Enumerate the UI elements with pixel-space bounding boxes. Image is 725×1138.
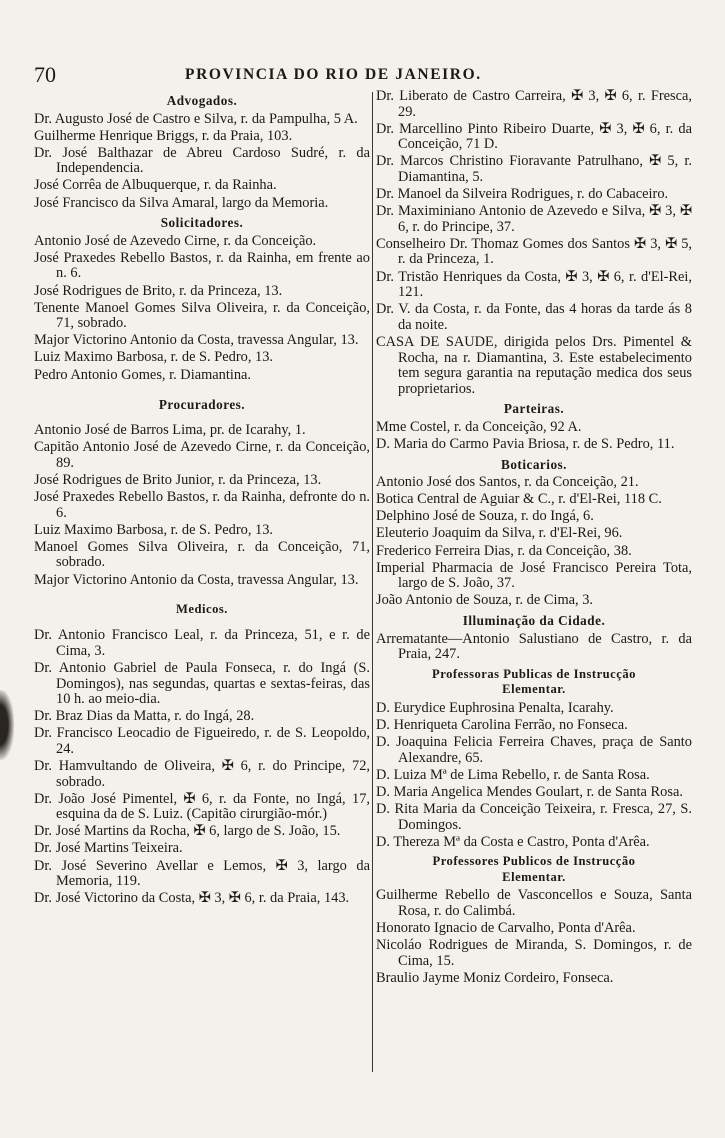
list-item: Dr. José Balthazar de Abreu Cardoso Sudré, r. da Independencia. (34, 144, 370, 177)
running-title: PROVINCIA DO RIO DE JANEIRO. (185, 66, 482, 83)
list-item: José Rodrigues de Brito, r. da Princeza, 13. (34, 282, 283, 299)
list-item: Pedro Antonio Gomes, r. Diamantina. (34, 366, 252, 383)
section-heading-boticarios: Boticarios. (501, 456, 567, 472)
list-item: Major Victorino Antonio da Costa, travessa Angular, 13. (34, 332, 359, 349)
heading-line: Professoras Publicas de Instrucção (432, 666, 636, 681)
list-item: Guilherme Rebello de Vasconcellos e Souza, Santa Rosa, r. do Calimbá. (376, 887, 692, 919)
list-item: Dr. José Severino Avellar e Lemos, ✠ 3, largo da Memoria, 119. (34, 857, 370, 890)
column-divider (372, 92, 373, 1072)
list-item: José Rodrigues de Brito Junior, r. da Princeza, 13. (34, 471, 322, 488)
section-heading-iluminacao: Illuminação da Cidade. (462, 612, 606, 628)
list-item: Dr. Liberato de Castro Carreira, ✠ 3, ✠ 6, r. Fresca, 29. (376, 88, 692, 120)
list-item: Dr. Marcellino Pinto Ribeiro Duarte, ✠ 3, ✠ 6, r. da Conceição, 71 D. (376, 120, 692, 153)
section-heading-parteiras: Parteiras. (503, 401, 565, 417)
list-item: Dr. João José Pimentel, ✠ 6, r. da Fonte, no Ingá, 17, esquina da de S. Luiz. (Capitão cirurgião-mór.) (34, 790, 370, 823)
heading-line: Professores Publicos de Instrucção (432, 854, 636, 869)
section-heading-procuradores: Procuradores. (158, 396, 246, 412)
list-item: CASA DE SAUDE, dirigida pelos Drs. Pimentel & Rocha, na r. Diamantina, 3. Este estabelecimento tem segura garantia na reputação medica dos seus proprietarios. (376, 333, 692, 397)
list-item: Imperial Pharmacia de José Francisco Pereira Tota, largo de S. João, 37. (376, 559, 692, 592)
list-item: D. Maria do Carmo Pavia Briosa, r. de S. Pedro, 11. (376, 435, 675, 452)
heading-line: Elementar. (502, 682, 566, 697)
list-boticarios (376, 475, 692, 609)
list-professores (376, 888, 692, 986)
list-item: Dr. Braz Dias da Matta, r. do Ingá, 28. (34, 708, 255, 725)
list-item: Eleuterio Joaquim da Silva, r. d'El-Rei, 96. (376, 525, 623, 542)
list-item: Dr. José Martins Teixeira. (34, 840, 183, 857)
list-iluminacao (376, 632, 692, 663)
right-column (376, 89, 692, 988)
list-procuradores (34, 423, 370, 588)
section-heading-solicitadores: Solicitadores. (160, 215, 244, 231)
page-edge-stain (0, 690, 14, 760)
list-item: D. Luiza Mª de Lima Rebello, r. de Santa Rosa. (376, 766, 650, 783)
list-item: D. Rita Maria da Conceição Teixeira, r. Fresca, 27, S. Domingos. (376, 800, 692, 833)
section-heading-professoras (376, 667, 692, 698)
list-item: José Corrêa de Albuquerque, r. da Rainha. (34, 177, 277, 194)
list-item: Antonio José dos Santos, r. da Conceição, 21. (376, 474, 639, 491)
list-professoras (376, 701, 692, 850)
list-item: Dr. Francisco Leocadio de Figueiredo, r. de S. Leopoldo, 24. (34, 725, 370, 757)
list-item: D. Joaquina Felicia Ferreira Chaves, praça de Santo Alexandre, 65. (376, 734, 692, 766)
heading-line: Elementar. (502, 869, 566, 884)
list-item: Capitão Antonio José de Azevedo Cirne, r. da Conceição, 89. (34, 439, 370, 471)
list-item: Tenente Manoel Gomes Silva Oliveira, r. da Conceição, 71, sobrado. (34, 299, 370, 332)
list-item: Frederico Ferreira Dias, r. da Conceição, 38. (376, 542, 632, 559)
list-item: Antonio José de Azevedo Cirne, r. da Conceição. (34, 232, 317, 249)
list-item: Guilherme Henrique Briggs, r. da Praia, 103. (34, 127, 293, 144)
list-item: D. Thereza Mª da Costa e Castro, Ponta d'Arêa. (376, 833, 650, 850)
list-item: D. Maria Angelica Mendes Goulart, r. de Santa Rosa. (376, 783, 683, 800)
list-advogados (34, 112, 370, 212)
list-item: João Antonio de Souza, r. de Cima, 3. (376, 592, 594, 609)
list-medicos (34, 628, 370, 907)
list-item: Dr. Tristão Henriques da Costa, ✠ 3, ✠ 6, r. d'El-Rei, 121. (376, 268, 692, 301)
page-number: 70 (34, 62, 56, 87)
list-item: Major Victorino Antonio da Costa, travessa Angular, 13. (34, 571, 359, 588)
section-heading-advogados: Advogados. (166, 93, 238, 108)
list-item: Botica Central de Aguiar & C., r. d'El-Rei, 118 C. (376, 491, 662, 508)
list-item: José Francisco da Silva Amaral, largo da Memoria. (34, 194, 329, 211)
list-item: Mme Costel, r. da Conceição, 92 A. (376, 418, 582, 435)
left-column (34, 89, 370, 908)
section-heading-medicos: Medicos. (176, 601, 228, 616)
list-item: José Praxedes Rebello Bastos, r. da Rainha, defronte do n. 6. (34, 489, 370, 521)
list-item: Dr. José Victorino da Costa, ✠ 3, ✠ 6, r. da Praia, 143. (34, 890, 350, 907)
list-item: Dr. Manoel da Silveira Rodrigues, r. do Cabaceiro. (376, 186, 669, 203)
list-item: Luiz Maximo Barbosa, r. de S. Pedro, 13. (34, 349, 274, 366)
list-item: Dr. Augusto José de Castro e Silva, r. da Pampulha, 5 A. (34, 110, 358, 127)
list-item: Manoel Gomes Silva Oliveira, r. da Conceição, 71, sobrado. (34, 538, 370, 571)
list-item: D. Henriqueta Carolina Ferrão, no Fonseca. (376, 716, 628, 733)
list-item: Arrematante—Antonio Salustiano de Castro, r. da Praia, 247. (376, 630, 692, 663)
list-medicos-continued (376, 89, 692, 397)
list-item: Luiz Maximo Barbosa, r. de S. Pedro, 13. (34, 521, 274, 538)
list-item: Dr. Antonio Francisco Leal, r. da Princeza, 51, e r. de Cima, 3. (34, 627, 370, 659)
list-item: Antonio José de Barros Lima, pr. de Icarahy, 1. (34, 422, 306, 439)
list-item: Dr. José Martins da Rocha, ✠ 6, largo de S. João, 15. (34, 823, 341, 840)
list-item: Dr. Antonio Gabriel de Paula Fonseca, r. do Ingá (S. Domingos), nas segundas, quartas e sextas-feiras, das 10 h. ao meio-dia. (34, 659, 370, 708)
list-item: Nicoláo Rodrigues de Miranda, S. Domingos, r. de Cima, 15. (376, 937, 692, 969)
list-item: José Praxedes Rebello Bastos, r. da Rainha, em frente ao n. 6. (34, 249, 370, 282)
list-item: D. Eurydice Euphrosina Penalta, Icarahy. (376, 699, 614, 716)
list-solicitadores (34, 234, 370, 383)
list-item: Braulio Jayme Moniz Cordeiro, Fonseca. (376, 969, 614, 986)
list-parteiras (376, 420, 692, 453)
list-item: Dr. Maximiniano Antonio de Azevedo e Silva, ✠ 3, ✠ 6, r. do Principe, 37. (376, 203, 692, 235)
list-item: Delphino José de Souza, r. do Ingá, 6. (376, 508, 594, 525)
list-item: Dr. Marcos Christino Fioravante Patrulhano, ✠ 5, r. Diamantina, 5. (376, 153, 692, 185)
list-item: Dr. Hamvultando de Oliveira, ✠ 6, r. do Principe, 72, sobrado. (34, 757, 370, 790)
list-item: Dr. V. da Costa, r. da Fonte, das 4 horas da tarde ás 8 da noite. (376, 301, 692, 333)
list-item: Honorato Ignacio de Carvalho, Ponta d'Arêa. (376, 920, 636, 937)
list-item: Conselheiro Dr. Thomaz Gomes dos Santos ✠ 3, ✠ 5, r. da Princeza, 1. (376, 235, 692, 268)
section-heading-professores (376, 854, 692, 885)
